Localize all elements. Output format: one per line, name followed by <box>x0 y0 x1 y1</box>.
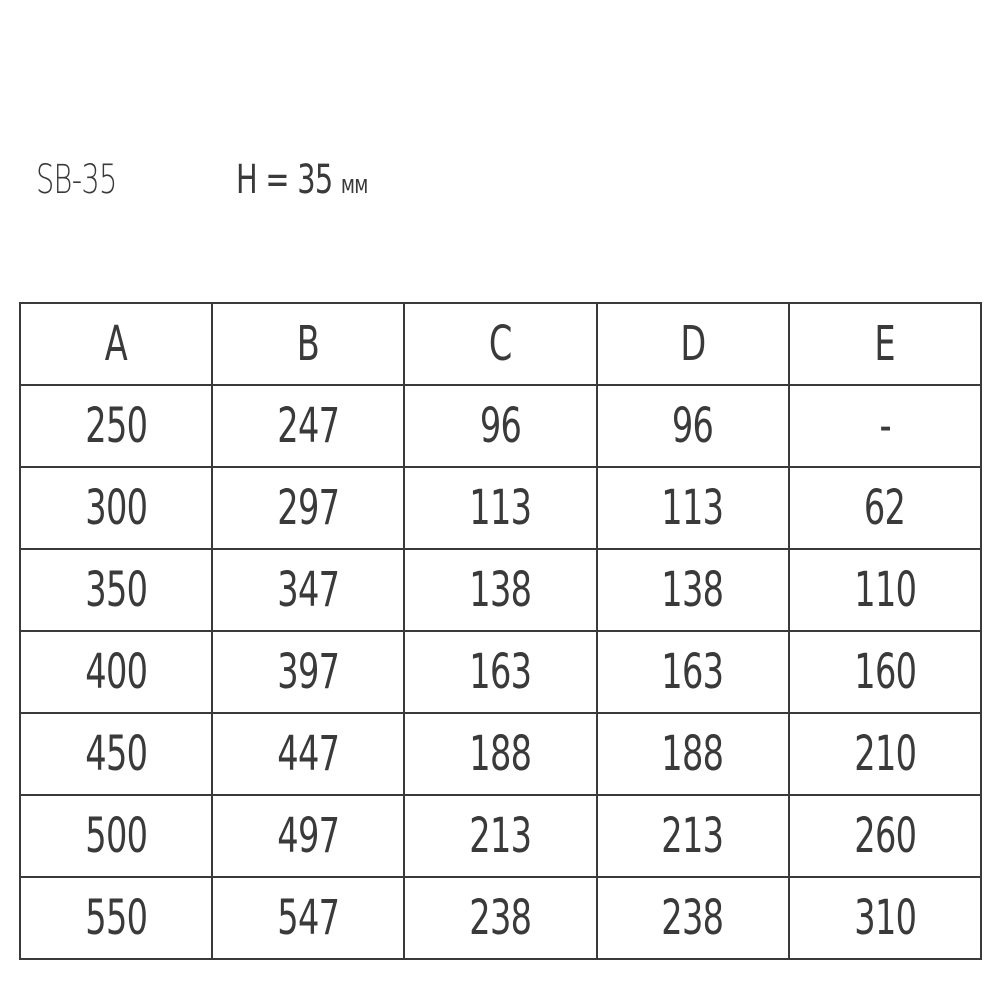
table-cell <box>20 631 212 713</box>
table-cell <box>20 549 212 631</box>
column-header-b <box>212 303 404 385</box>
table-cell <box>404 549 596 631</box>
table-cell <box>789 713 981 795</box>
cell-value: 160 <box>853 644 916 700</box>
table-row <box>20 877 981 959</box>
table-cell <box>212 631 404 713</box>
cell-value: 96 <box>479 398 522 454</box>
table-cell <box>789 795 981 877</box>
table-cell <box>212 713 404 795</box>
column-header-a <box>20 303 212 385</box>
column-header-label: B <box>297 316 320 372</box>
cell-value: 550 <box>85 890 148 946</box>
table-cell <box>597 713 789 795</box>
table-row <box>20 713 981 795</box>
cell-value: - <box>879 398 891 454</box>
table-cell <box>20 467 212 549</box>
table-cell <box>789 385 981 467</box>
cell-value: 260 <box>853 808 916 864</box>
cell-value: 347 <box>277 562 340 618</box>
column-header-label: C <box>489 316 512 372</box>
model-name: SB-35 <box>36 157 117 203</box>
cell-value: 213 <box>661 808 724 864</box>
column-header-e <box>789 303 981 385</box>
table-cell <box>20 713 212 795</box>
cell-value: 500 <box>85 808 148 864</box>
table-cell <box>212 467 404 549</box>
table-cell <box>404 631 596 713</box>
table-cell <box>404 467 596 549</box>
column-header-c <box>404 303 596 385</box>
table-cell <box>404 877 596 959</box>
column-header-label: A <box>104 316 128 372</box>
cell-value: 113 <box>469 480 532 536</box>
table-cell <box>404 385 596 467</box>
table-header-row <box>20 303 981 385</box>
height-value: H = 35 <box>236 157 333 203</box>
cell-value: 163 <box>661 644 724 700</box>
cell-value: 450 <box>85 726 148 782</box>
table-cell <box>597 549 789 631</box>
cell-value: 397 <box>277 644 340 700</box>
cell-value: 497 <box>277 808 340 864</box>
table-cell <box>597 877 789 959</box>
cell-value: 238 <box>661 890 724 946</box>
table-cell <box>597 631 789 713</box>
cell-value: 188 <box>661 726 724 782</box>
table-row <box>20 385 981 467</box>
cell-value: 138 <box>661 562 724 618</box>
height-unit: мм <box>340 170 368 200</box>
table-cell <box>789 549 981 631</box>
table-cell <box>597 795 789 877</box>
cell-value: 113 <box>661 480 724 536</box>
table-row <box>20 795 981 877</box>
table-row <box>20 549 981 631</box>
cell-value: 62 <box>864 480 906 536</box>
table-cell <box>789 631 981 713</box>
cell-value: 400 <box>85 644 148 700</box>
table-cell <box>212 795 404 877</box>
column-header-label: E <box>874 316 896 372</box>
cell-value: 138 <box>469 562 532 618</box>
cell-value: 447 <box>277 726 340 782</box>
cell-value: 300 <box>85 480 148 536</box>
table-cell <box>597 385 789 467</box>
cell-value: 163 <box>469 644 532 700</box>
cell-value: 188 <box>469 726 532 782</box>
cell-value: 297 <box>277 480 340 536</box>
cell-value: 250 <box>85 398 148 454</box>
table-row <box>20 631 981 713</box>
cell-value: 210 <box>853 726 916 782</box>
table-cell <box>597 467 789 549</box>
table-cell <box>212 385 404 467</box>
cell-value: 247 <box>277 398 340 454</box>
cell-value: 547 <box>277 890 340 946</box>
column-header-d <box>597 303 789 385</box>
table-cell <box>212 877 404 959</box>
cell-value: 213 <box>469 808 532 864</box>
table-cell <box>20 795 212 877</box>
height-spec <box>236 150 368 215</box>
cell-value: 310 <box>853 890 916 946</box>
cell-value: 238 <box>469 890 532 946</box>
cell-value: 110 <box>853 562 916 618</box>
table-cell <box>789 467 981 549</box>
table-cell <box>404 795 596 877</box>
cell-value: 96 <box>671 398 714 454</box>
table-cell <box>20 385 212 467</box>
table-cell <box>404 713 596 795</box>
table-cell <box>789 877 981 959</box>
column-header-label: D <box>680 316 706 372</box>
cell-value: 350 <box>85 562 148 618</box>
table-cell <box>20 877 212 959</box>
table-row <box>20 467 981 549</box>
table-cell <box>212 549 404 631</box>
dimensions-table <box>19 302 982 960</box>
